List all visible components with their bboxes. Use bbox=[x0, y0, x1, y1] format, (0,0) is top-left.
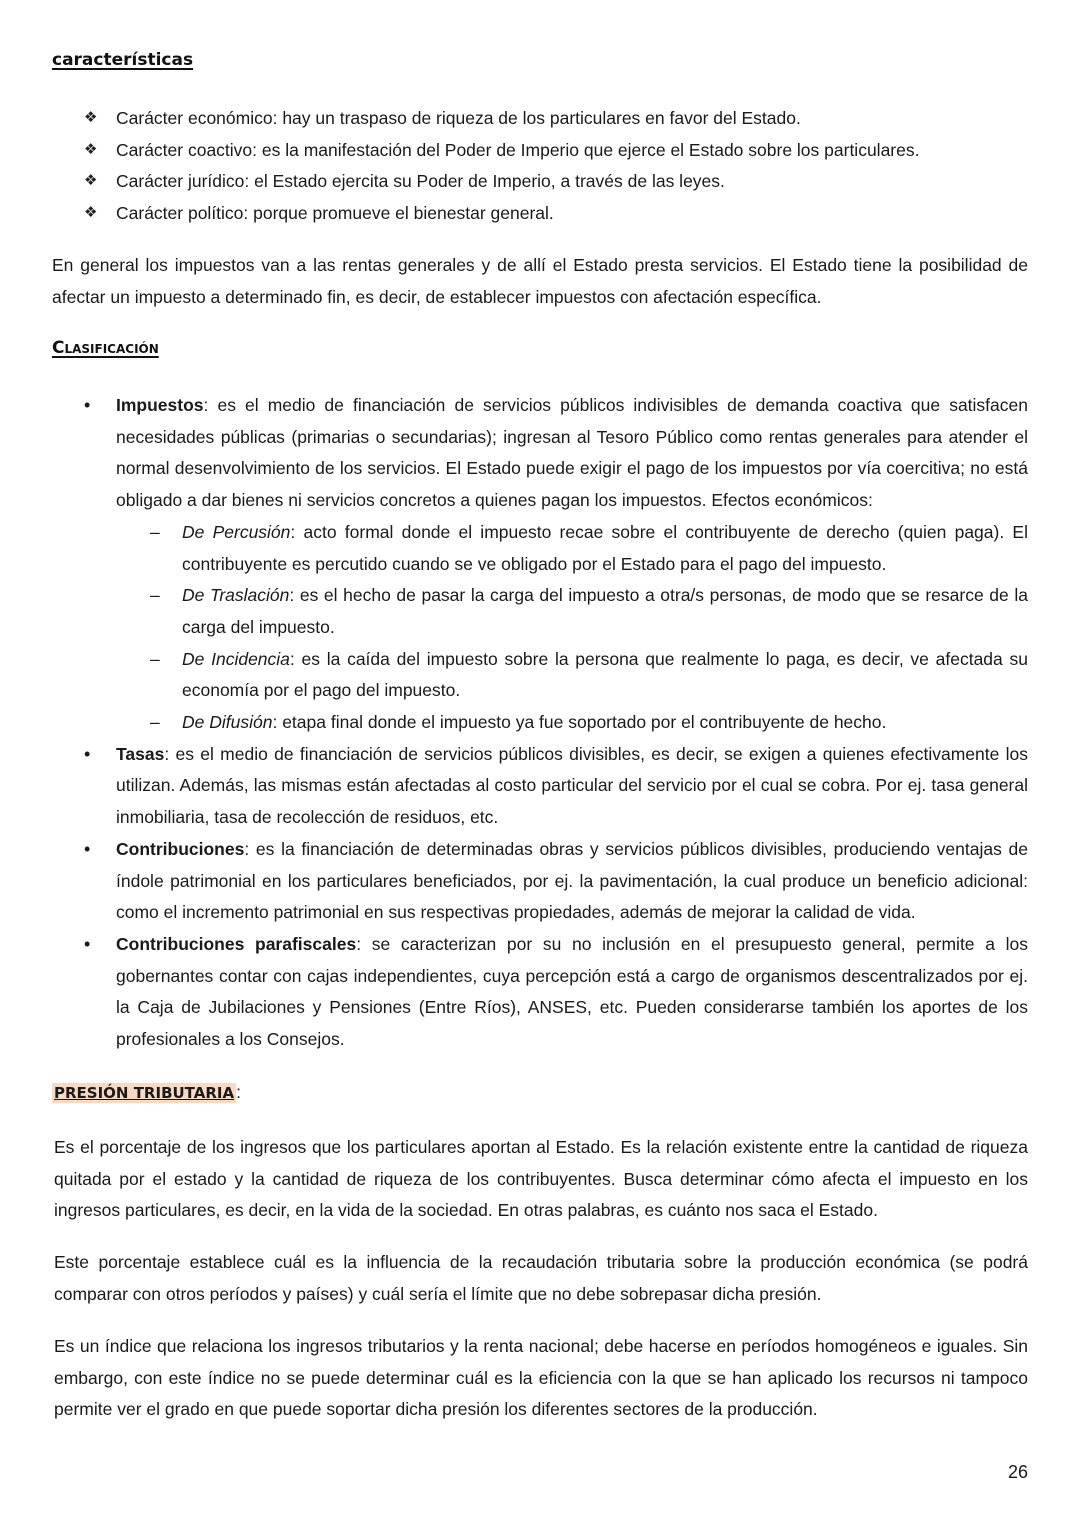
bullet-icon: • bbox=[84, 933, 91, 954]
list-item: ❖ Carácter coactivo: es la manifestación del Poder de Imperio que ejerce el Estado sobre los particulares. bbox=[84, 136, 1044, 168]
bullet-icon: • bbox=[84, 838, 91, 859]
dash-bullet-icon: – bbox=[150, 648, 160, 669]
list-item: ❖ Carácter jurídico: el Estado ejercita su Poder de Imperio, a través de las leyes. bbox=[84, 167, 1044, 199]
presion-paragraph-1: Es el porcentaje de los ingresos que los particulares aportan al Estado. Es la relación existente entre la cantidad de riqueza quitada por el estado y la cantidad de riqueza de los contribuyentes. Busca determinar cómo afecta el impuesto en los ingresos particulares, es decir, en la vida de la sociedad. En otras palabras, es cuánto nos saca el Estado. bbox=[54, 1137, 1028, 1220]
general-paragraph: En general los impuestos van a las rentas generales y de allí el Estado presta servicios. El Estado tiene la posibilidad de afectar un impuesto a determinado fin, es decir, de establecer impuestos con afectación específica. bbox=[52, 255, 1028, 307]
presion-paragraph-3: Es un índice que relaciona los ingresos tributarios y la renta nacional; debe hacerse en períodos homogéneos e iguales. Sin embargo, con este índice no se puede determinar cuál es la eficiencia con la que se han aplicado los recursos ni tampoco permite ver el grado en que puede soportar dicha presión los diferentes sectores de la producción. bbox=[54, 1336, 1028, 1419]
list-item: ❖ Carácter económico: hay un traspaso de riqueza de los particulares en favor del Estado. bbox=[84, 104, 1044, 136]
term-impuestos: Impuestos bbox=[116, 395, 204, 415]
bullet-icon: • bbox=[84, 743, 91, 764]
heading-caracteristicas: características bbox=[52, 50, 194, 70]
efectos-list bbox=[116, 517, 1028, 739]
list-item-contribuciones: • Contribuciones: es la financiación de determinadas obras y servicios públicos divisibles, produciendo ventajas de índole patrimonial en los particulares beneficiados, por ej. la pavimentación, la cual produce un beneficio adicional: como el incremento patrimonial en sus respectivas propiedades, además de mejorar la calidad de vida. bbox=[84, 834, 1028, 929]
page-number: 26 bbox=[1007, 1462, 1028, 1482]
diamond-bullet-icon: ❖ bbox=[84, 203, 98, 221]
dash-bullet-icon: – bbox=[150, 521, 160, 542]
list-item-efecto: – De Percusión: acto formal donde el impuesto recae sobre el contribuyente de derecho (quien paga). El contribuyente es percutido cuando se ve obligado por el Estado para el pago del impuesto. bbox=[116, 517, 1028, 580]
dash-bullet-icon: – bbox=[150, 585, 160, 606]
heading-presion-tributaria: PRESIÓN TRIBUTARIA : bbox=[54, 1082, 241, 1102]
list-item-impuestos: • Impuestos: es el medio de financiación de servicios públicos indivisibles de demanda coactiva que satisfacen necesidades públicas (primarias o secundarias); ingresan al Tesoro Público como rentas generales para atender el normal desenvolvimiento de los servicios. El Estado puede exigir el pago de los impuestos por vía coercitiva; no está obligado a dar bienes ni servicios concretos a quienes pagan los impuestos. Efectos económicos: – De Percusión: acto formal donde el impuesto recae sobre el contribuyente de derecho (quien paga). El contribuyente es percutido cuando se ve obligado por el Estado para el pago del impuesto. – De Traslación: es el hecho de pasar la carga del impuesto a otra/s personas, de modo que se resarce de la carga del impuesto. – De Incidencia: es la caída del impuesto sobre la persona que realmente lo paga, es decir, ve afectada su economía por el pago del impuesto. – De Difusión: etapa final donde el impuesto ya fue soportado por el contribuyente de hecho. bbox=[84, 390, 1028, 739]
list-item-parafiscales: • Contribuciones parafiscales: se caracterizan por su no inclusión en el presupuesto general, permite a los gobernantes contar con cajas independientes, cuya percepción está a cargo de organismos descentralizados por ej. la Caja de Jubilaciones y Pensiones (Entre Ríos), ANSES, etc. Pueden considerarse también los aportes de los profesionales a los Consejos. bbox=[84, 929, 1028, 1056]
highlighted-heading: PRESIÓN TRIBUTARIA bbox=[54, 1084, 235, 1102]
diamond-bullet-icon: ❖ bbox=[84, 172, 98, 189]
presion-paragraph-2: Este porcentaje establece cuál es la influencia de la recaudación tributaria sobre la producción económica (se podrá comparar con otros períodos y países) y cuál sería el límite que no debe sobrepasar dicha presión. bbox=[54, 1252, 1028, 1304]
list-item-efecto: – De Difusión: etapa final donde el impuesto ya fue soportado por el contribuyente de hecho. bbox=[116, 707, 1028, 739]
clasificacion-list bbox=[84, 390, 1028, 1056]
diamond-bullet-icon: ❖ bbox=[84, 109, 98, 126]
list-item: ❖ Carácter político: porque promueve el bienestar general. bbox=[84, 199, 1044, 231]
list-item-efecto: – De Traslación: es el hecho de pasar la carga del impuesto a otra/s personas, de modo que se resarce de la carga del impuesto. bbox=[116, 580, 1028, 643]
list-item-tasas: • Tasas: es el medio de financiación de servicios públicos divisibles, es decir, se exigen a quienes efectivamente los utilizan. Además, las mismas están afectadas al costo particular del servicio por el cual se cobra. Por ej. tasa general inmobiliaria, tasa de recolección de residuos, etc. bbox=[84, 739, 1028, 834]
heading-clasificacion: Clasificación bbox=[52, 338, 159, 358]
bullet-icon: • bbox=[84, 395, 91, 415]
dash-bullet-icon: – bbox=[150, 712, 160, 733]
caracteristicas-list bbox=[84, 104, 1044, 230]
diamond-bullet-icon: ❖ bbox=[84, 140, 98, 158]
list-item-efecto: – De Incidencia: es la caída del impuesto sobre la persona que realmente lo paga, es decir, ve afectada su economía por el pago del impuesto. bbox=[116, 644, 1028, 707]
